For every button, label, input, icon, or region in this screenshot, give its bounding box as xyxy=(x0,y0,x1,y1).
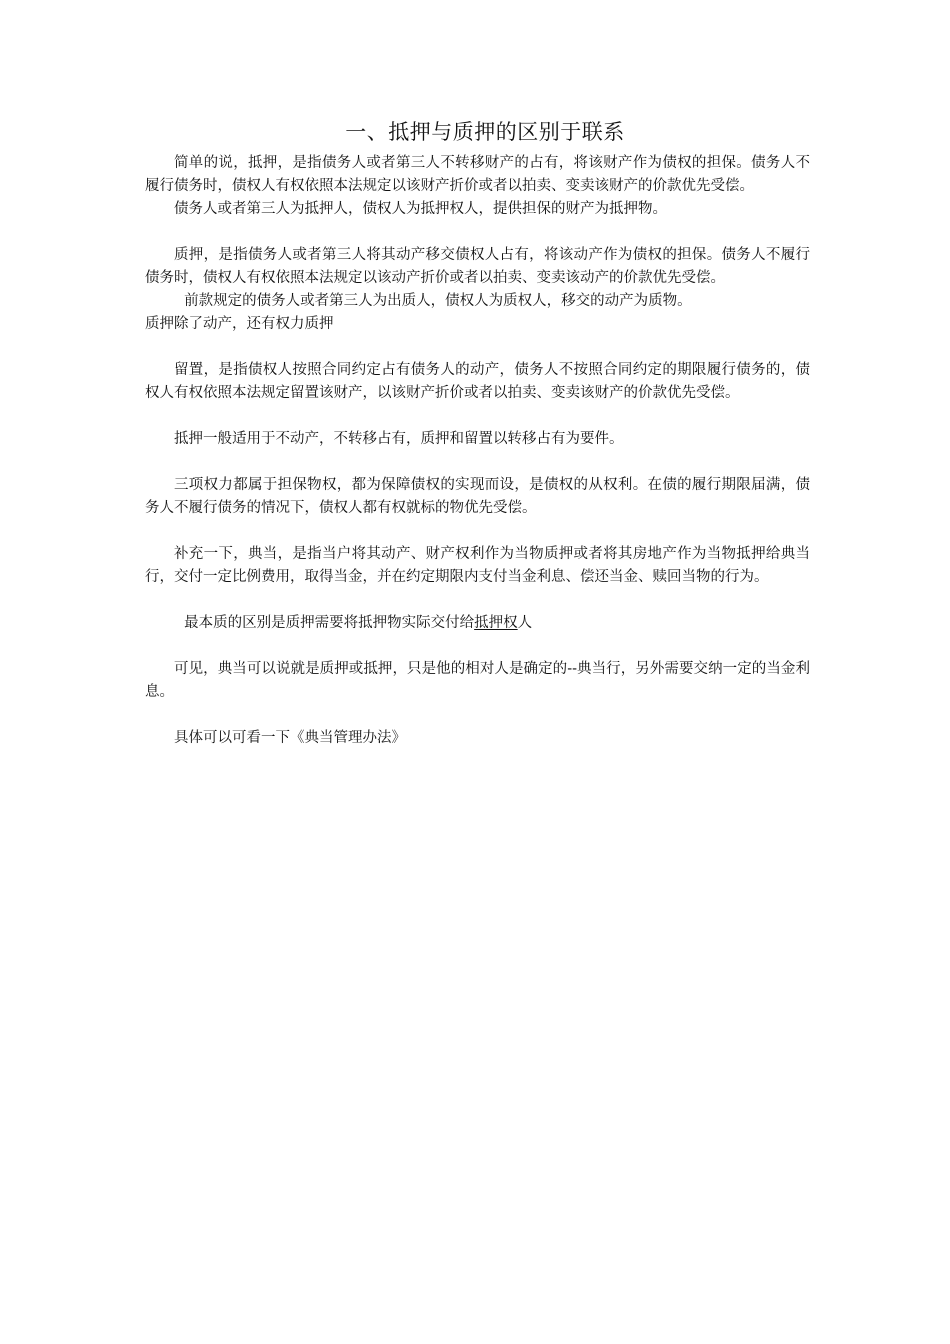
paragraph-mortgagor-definition: 债务人或者第三人为抵押人，债权人为抵押权人，提供担保的财产为抵押物。 xyxy=(174,201,667,217)
paragraph-gap xyxy=(145,520,810,543)
paragraph-pledgor-definition: 前款规定的债务人或者第三人为出质人，债权人为质权人，移交的动产为质物。 xyxy=(184,293,692,309)
paragraph-gap xyxy=(145,221,810,244)
paragraph-gap xyxy=(145,405,810,428)
paragraph-applicability: 抵押一般适用于不动产，不转移占有，质押和留置以转移占有为要件。 xyxy=(174,431,624,447)
paragraph-gap xyxy=(145,704,810,727)
paragraph-gap xyxy=(145,336,810,359)
underlined-term: 抵押权 xyxy=(474,615,518,631)
document-title: 一、抵押与质押的区别于联系 xyxy=(345,120,625,144)
paragraph-gap xyxy=(145,451,810,474)
essential-difference-end: 人 xyxy=(517,615,533,631)
essential-difference-text: 最本质的区别是质押需要将抵押物实际交付给 xyxy=(184,615,475,631)
paragraph-pawn-supplement: 补充一下，典当，是指当户将其动产、财产权利作为当物质押或者将其房地产作为当物抵押给典当行，交付一定比例费用，取得当金，并在约定期限内支付当金利息、偿还当金、赎回当物的行为。 xyxy=(145,546,810,585)
document-body xyxy=(145,116,810,750)
paragraph-gap xyxy=(145,635,810,658)
paragraph-pledge-definition: 质押，是指债务人或者第三人将其动产移交债权人占有，将该动产作为债权的担保。债务人不履行债务时，债权人有权依照本法规定以该动产折价或者以拍卖、变卖该动产的价款优先受偿。 xyxy=(145,247,810,286)
paragraph-mortgage-definition: 简单的说，抵押，是指债务人或者第三人不转移财产的占有，将该财产作为债权的担保。债务人不履行债务时，债权人有权依照本法规定以该财产折价或者以拍卖、变卖该财产的价款优先受偿。 xyxy=(145,155,810,194)
paragraph-reference: 具体可以可看一下《典当管理办法》 xyxy=(174,730,406,746)
paragraph-gap xyxy=(145,589,810,612)
paragraph-pawn-conclusion: 可见，典当可以说就是质押或抵押，只是他的相对人是确定的--典当行，另外需要交纳一定的当金利息。 xyxy=(145,661,810,700)
paragraph-security-rights: 三项权力都属于担保物权，都为保障债权的实现而设，是债权的从权利。在债的履行期限届满，债务人不履行债务的情况下，债权人都有权就标的物优先受偿。 xyxy=(145,477,810,516)
paragraph-essential-difference xyxy=(145,612,810,635)
paragraph-lien-definition: 留置，是指债权人按照合同约定占有债务人的动产，债务人不按照合同约定的期限履行债务的，债权人有权依照本法规定留置该财产，以该财产折价或者以拍卖、变卖该财产的价款优先受偿。 xyxy=(145,362,810,401)
paragraph-right-pledge: 质押除了动产，还有权力质押 xyxy=(145,316,334,332)
